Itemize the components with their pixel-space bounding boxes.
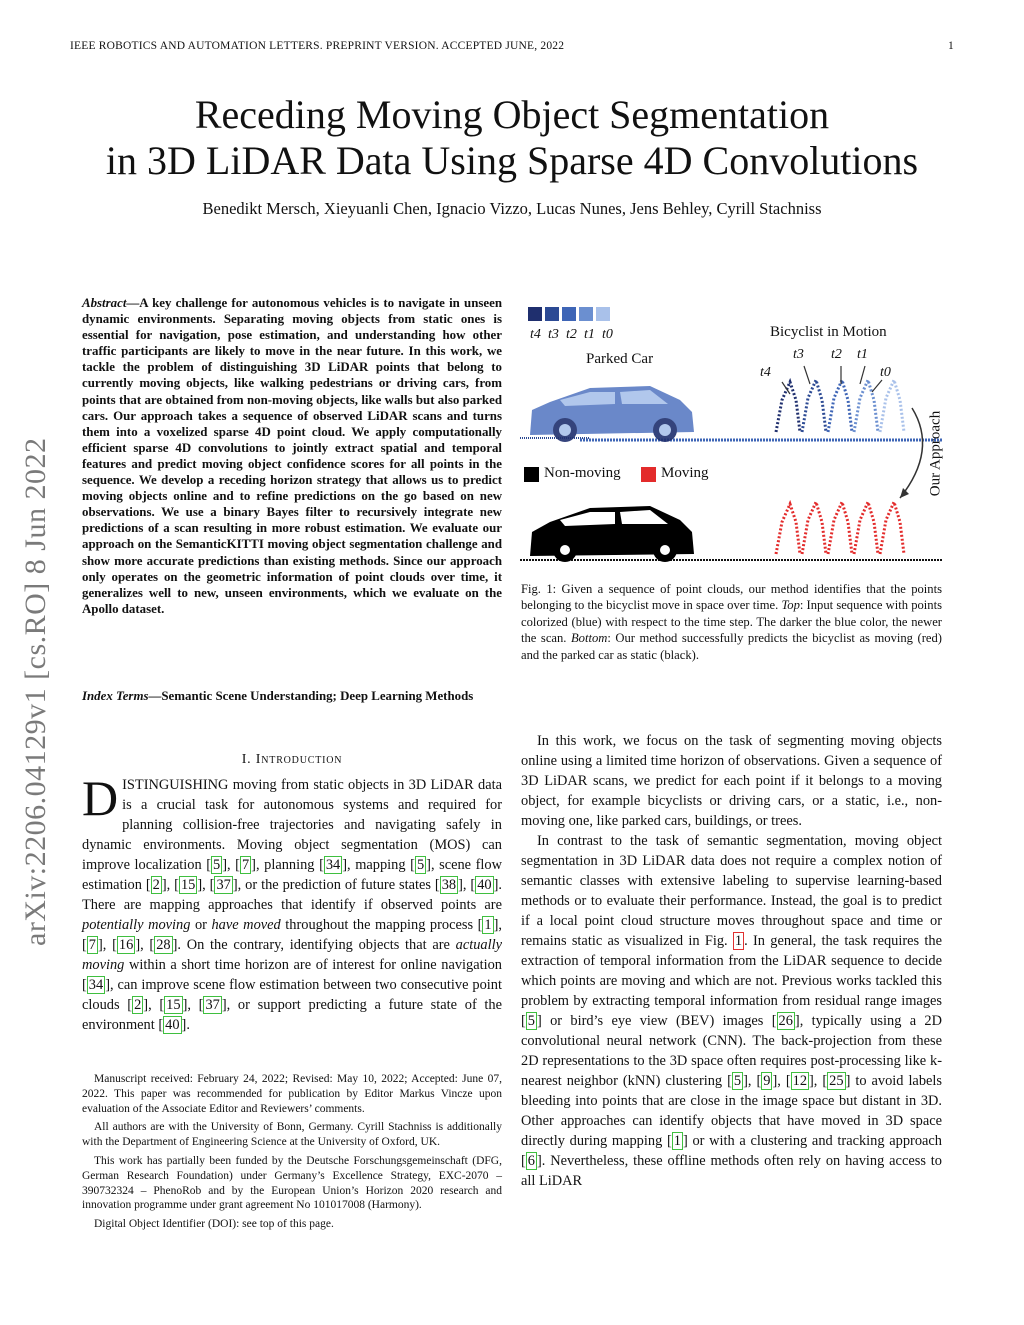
citation-link[interactable]: 40 xyxy=(477,877,492,893)
right-column xyxy=(521,731,942,1191)
intro-text: , or the prediction of future states xyxy=(237,877,435,893)
body-text: to avoid labels bleeding into points that are close in the image space but distant in 3D. Other approaches can identify objects that have moved in 3D space directly during mapping xyxy=(521,1073,943,1149)
figure-link[interactable]: 1 xyxy=(734,933,743,949)
running-head-text: IEEE ROBOTICS AND AUTOMATION LETTERS. PREPRINT VERSION. ACCEPTED JUNE, 2022 xyxy=(70,40,565,52)
section-number: I. xyxy=(241,752,252,767)
parked-car-label: Parked Car xyxy=(586,351,654,367)
emphasis: have moved xyxy=(211,917,281,933)
bicyclist-bottom xyxy=(776,502,904,554)
point-cloud-figure xyxy=(520,300,950,575)
running-head xyxy=(70,40,954,52)
body-text: or with a clustering and tracking approach xyxy=(687,1133,942,1149)
citation-link[interactable]: 5 xyxy=(213,857,221,873)
citation-link[interactable]: 7 xyxy=(241,857,250,873)
footnote-affiliation: All authors are with the University of Bonn, Germany. Cyrill Stachniss is additionally with the Department of Engineering Science at the University of Oxford, UK. xyxy=(82,1121,502,1149)
bicyclist-top xyxy=(776,380,904,432)
abstract xyxy=(82,295,502,617)
body-text: or bird’s eye view (BEV) images xyxy=(541,1013,772,1029)
time-label: t3 xyxy=(548,327,559,342)
index-terms-label: Index Terms xyxy=(82,689,149,703)
citation-link[interactable]: 34 xyxy=(88,977,104,993)
paper-title xyxy=(40,92,984,184)
citation-link[interactable]: 2 xyxy=(134,997,142,1013)
legend-moving-swatch xyxy=(641,467,656,482)
footnote-received: Manuscript received: February 24, 2022; Revised: May 10, 2022; Accepted: June 07, 2022. This paper was recommended for publication by Editor Markus Vincze upon evaluation of the Associate Editor and Reviewers’ comments. xyxy=(82,1073,502,1115)
legend-static-label: Non-moving xyxy=(544,465,621,481)
time-label: t1 xyxy=(584,327,595,342)
citation-link[interactable]: 25 xyxy=(829,1073,844,1089)
index-terms-text: —Semantic Scene Understanding; Deep Learning Methods xyxy=(148,689,474,703)
citation-link[interactable]: 16 xyxy=(118,937,134,953)
citation-link[interactable]: 40 xyxy=(165,1017,180,1033)
bike-time-label: t0 xyxy=(880,365,891,380)
intro-text: within a short time horizon are of interest for online navigation xyxy=(124,957,502,973)
citation-link[interactable]: 28 xyxy=(156,937,171,953)
citation-link[interactable]: 12 xyxy=(792,1073,808,1089)
parked-car-bottom xyxy=(530,506,694,562)
citation-link[interactable]: 2 xyxy=(152,877,160,893)
parked-car-top xyxy=(530,386,694,442)
bike-time-label: t4 xyxy=(760,365,771,380)
citation-link[interactable]: 37 xyxy=(216,877,231,893)
figure-caption xyxy=(521,581,942,663)
citation-link[interactable]: 38 xyxy=(441,877,457,893)
intro-text: ISTINGUISHING moving from static objects in 3D LiDAR data is a crucial task for autonomous systems and required for planning collision-free trajectories and navigating safely in dynamic environments. Moving object segmentation (MOS) can improve localization xyxy=(82,777,502,873)
bike-time-label: t3 xyxy=(793,347,804,362)
drop-cap: D xyxy=(82,770,119,826)
intro-text: , planning xyxy=(255,857,320,873)
time-label: t0 xyxy=(602,327,613,342)
abstract-label: Abstract xyxy=(82,296,127,310)
page-number: 1 xyxy=(948,40,954,52)
citation-link[interactable]: 26 xyxy=(778,1013,793,1029)
emphasis: actually moving xyxy=(82,937,503,973)
body-text: . Nevertheless, these offline methods often rely on having access to all LiDAR xyxy=(521,1153,942,1189)
citation-link[interactable]: 9 xyxy=(763,1073,771,1089)
footnotes xyxy=(82,1072,502,1236)
intro-text: . xyxy=(186,1017,190,1033)
intro-text: . There are mapping approaches that identify if observed points are xyxy=(82,877,503,913)
footnote-funding: This work has partially been funded by the Deutsche Forschungsgemeinschaft (DFG, German Research Foundation) under Germany’s Excellence Strategy, EXC-2070 – 390732324 – PhenoRob and by the European Union’s Horizon 2020 research and innovation programme under grant agreement No 101017008 (Harmony). xyxy=(82,1154,502,1212)
intro-text: , can improve scene flow estimation between two consecutive point clouds xyxy=(82,977,502,1013)
citation-link[interactable]: 15 xyxy=(180,877,196,893)
intro-text: , or support predicting a future state of the environment xyxy=(82,997,503,1033)
bicyclist-label: Bicyclist in Motion xyxy=(770,324,887,340)
time-label: t4 xyxy=(530,327,541,342)
citation-link[interactable]: 6 xyxy=(527,1153,535,1169)
footnote-doi: Digital Object Identifier (DOI): see top of this page. xyxy=(94,1218,334,1231)
intro-text: or xyxy=(190,917,212,933)
intro-text: . On the contrary, identifying objects that are xyxy=(177,937,456,953)
citation-link[interactable]: 7 xyxy=(88,937,96,953)
emphasis: potentially moving xyxy=(82,917,191,933)
figure-1 xyxy=(520,300,950,575)
bike-time-label: t2 xyxy=(831,347,842,362)
citation-link[interactable]: 15 xyxy=(166,997,181,1013)
legend-static-swatch xyxy=(524,467,539,482)
caption-text: : Our method successfully predicts the bicyclist as moving (red) and the parked car as static (black). xyxy=(521,631,942,662)
caption-emphasis: Bottom xyxy=(570,631,608,646)
index-terms xyxy=(82,688,502,704)
arxiv-stamp: arXiv:2206.04129v1 [cs.RO] 8 Jun 2022 xyxy=(19,437,52,946)
caption-text: Fig. 1: Given a sequence of point clouds, our method identifies that the points belonging to the bicyclist move in space over time. xyxy=(521,582,942,613)
title-line-1: Receding Moving Object Segmentation xyxy=(194,92,830,137)
citation-link[interactable]: 1 xyxy=(673,1133,681,1149)
abstract-text: —A key challenge for autonomous vehicles is to navigate in unseen dynamic environments. Separating moving objects from static ones is essential for navigation, pose estimation, and understanding how other traffic participants are likely to move in the near future. In this work, we tackle the problem of distinguishing 3D LiDAR points that belong to currently moving objects, like walking pedestrians or driving cars, from points that are obtained from non-moving objects, like walls but also parked cars. Our approach takes a sequence of observed LiDAR scans and turns them into a voxelized sparse 4D point cloud. We apply computationally efficient sparse 4D convolutions to jointly extract spatial and temporal features and predict moving object confidence scores for all points in the sequence. We develop a receding horizon strategy that allows us to predict moving objects online and to refine predictions on the go based on new observations. We use a binary Bayes filter to recursively integrate new predictions of a scan resulting in more robust estimation. We evaluate our approach on the SemanticKITTI moving object segmentation challenge and show more accurate predictions than existing methods. Since our approach only operates on the geometric information of point clouds over time, it generalizes well to new, unseen environments, which we evaluate on the Apollo dataset. xyxy=(82,296,502,616)
bike-time-label: t1 xyxy=(857,347,868,362)
legend-moving-label: Moving xyxy=(661,465,709,481)
caption-emphasis: Top xyxy=(781,598,800,613)
time-label: t2 xyxy=(566,327,577,342)
paragraph: In this work, we focus on the task of segmenting moving objects online using a limited time horizon of observations. Given a sequence of 3D LiDAR scans, we predict for each point if it belongs to a moving object, for example bicyclists or driving cars, or a static, i.e., non-moving one, like parked cars, buildings, or trees. xyxy=(521,733,942,829)
title-line-2: in 3D LiDAR Data Using Sparse 4D Convolutions xyxy=(105,138,919,183)
intro-text: , mapping xyxy=(347,857,411,873)
citation-link[interactable]: 5 xyxy=(416,857,425,873)
section-title: Introduction xyxy=(255,752,343,767)
paragraph: In contrast to the task of semantic segmentation, moving object segmentation in 3D LiDAR data does not require a complex notion of semantic classes with extensive labeling to supervise learning-based methods or to evaluate their performance. Instead, the goal is to predict if a local point cloud structure moves throughout space and time or remains static as visualized in Fig. 1 . In general, the task requires the extraction of temporal information from the LiDAR sequence to decide which points are moving and which are not. Previous works tackled this problem by extracting temporal information from residual range images [ 5 ] or bird’s eye view (BEV) images [ 26 ], typically using a 2D convolutional neural network (CNN). The back-projection from these 2D representations to the 3D space often requires post-processing like k-nearest neighbor (kNN) clustering [ 5 ], [ 9 ], [ 12 ], [ 25 ] to avoid labels bleeding into points that are close in the image space but distant in 3D. Other approaches can identify objects that have moved in 3D space directly during mapping [ 1 ] or with a clustering and tracking approach [ 6 ]. Nevertheless, these offline methods often rely on having access to all LiDAR xyxy=(521,833,943,1189)
our-approach-label: Our Approach xyxy=(927,410,944,497)
caption-text: : Input sequence with points colorized (blue) with respect to the time step. The darker the blue color, the newer the scan. xyxy=(521,598,942,646)
body-text: . In general, the task requires the extraction of temporal information from the LiDAR sequence to decide which points are moving and which are not. Previous works tackled this problem by extracting temporal information from residual range images xyxy=(521,933,942,1009)
section-heading xyxy=(82,752,502,768)
author-list: Benedikt Mersch, Xieyuanli Chen, Ignacio Vizzo, Lucas Nunes, Jens Behley, Cyrill Stachniss xyxy=(202,199,822,218)
citation-link[interactable]: 5 xyxy=(527,1013,535,1029)
citation-link[interactable]: 34 xyxy=(325,857,341,873)
citation-link[interactable]: 5 xyxy=(733,1073,742,1089)
arrow-head-icon xyxy=(900,488,909,498)
body-text: In contrast to the task of semantic segmentation, moving object segmentation in 3D LiDAR data does not require a complex notion of semantic classes with extensive labeling to supervise learning-based methods or to evaluate their performance. Instead, the goal is to predict if a local point cloud structure moves throughout space and time or remains static as visualized in Fig. xyxy=(521,833,942,949)
citation-link[interactable]: 1 xyxy=(484,917,492,933)
intro-text: throughout the mapping process xyxy=(280,917,478,933)
intro-text: , scene flow estimation xyxy=(82,857,502,893)
intro-paragraph: DISTINGUISHING moving from static objects in 3D LiDAR data is a crucial task for autonomous systems and required for planning collision-free trajectories and navigating safely in dynamic environments. Moving object segmentation (MOS) can improve localization [ 5 ], [ 7 ], planning [ 34 ], mapping [ 5 ], scene flow estimation [ 2 ], [ 15 ], [ 37 ], or the prediction of future states [ 38 ], [ 40 ]. There are mapping approaches that identify if observed points are potentially moving or have moved throughout the mapping process [ 1 ], [ 7 ], [ 16 ], [ 28 ]. On the contrary, identifying objects that are actually moving within a short time horizon are of interest for online navigation [ 34 ], can improve scene flow estimation between two consecutive point clouds [ 2 ], [ 15 ], [ 37 ], or support predicting a future state of the environment [ 40 ]. xyxy=(82,770,503,1033)
citation-link[interactable]: 37 xyxy=(205,997,220,1013)
body-text: , typically using a 2D convolutional neural network (CNN). The back-projection from these 2D representations to the 3D space often requires post-processing like k-nearest neighbor (kNN) clustering xyxy=(521,1013,942,1089)
